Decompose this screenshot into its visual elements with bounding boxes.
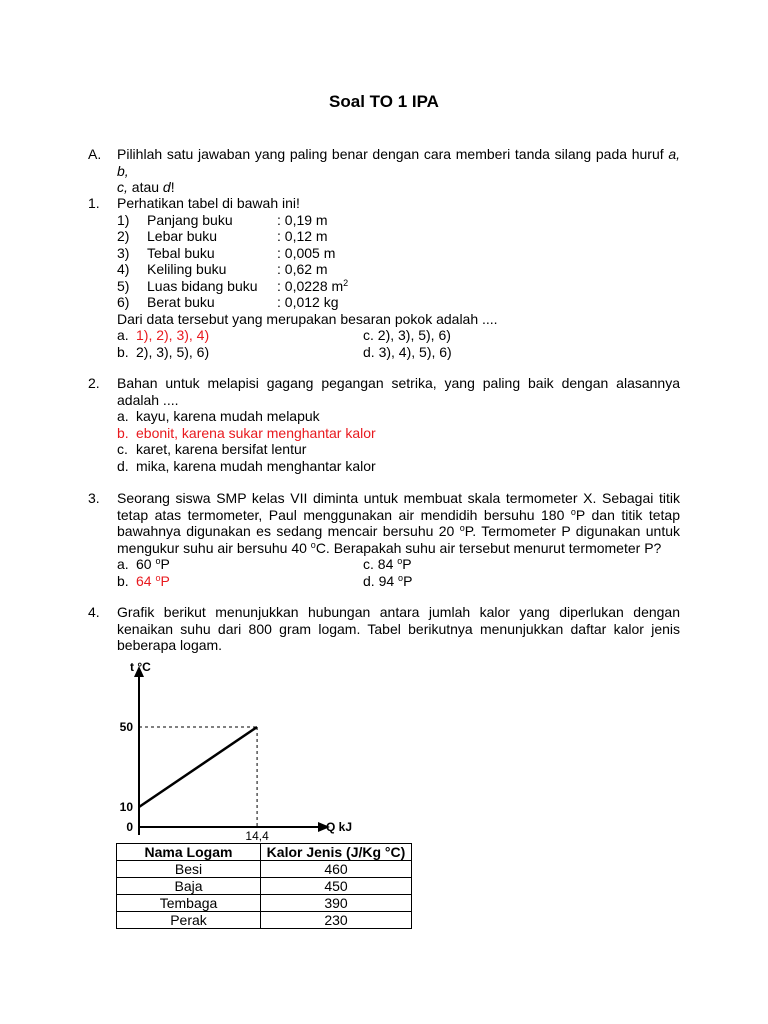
- page-title: Soal TO 1 IPA: [329, 92, 439, 111]
- option-b[interactable]: b. 2), 3), 5), 6): [117, 343, 210, 360]
- y-axis-label: t °C: [130, 660, 151, 674]
- metal-specific-heat-table: [116, 843, 412, 929]
- option-c[interactable]: c. 84 $^o$P: [363, 556, 412, 572]
- question-text: Perhatikan tabel di bawah ini!: [117, 195, 300, 211]
- y-tick-label: 50: [119, 720, 133, 734]
- list-item: 4) Keliling buku : 0,62 m: [117, 261, 328, 277]
- list-item: 2) Lebar buku : 0,12 m: [117, 228, 328, 244]
- question-number: 2.: [88, 375, 100, 391]
- option-a[interactable]: a. kayu, karena mudah melapuk: [117, 408, 320, 424]
- option-b[interactable]: b. ebonit, karena sukar menghantar kalor: [117, 424, 376, 441]
- x-axis-label: Q kJ: [326, 820, 353, 834]
- table-header-row: [117, 844, 412, 861]
- option-a[interactable]: a. 60 $^o$P: [117, 556, 170, 572]
- table-row: Baja 450: [117, 878, 412, 895]
- question-number: 4.: [88, 604, 100, 620]
- list-item: 3) Tebal buku : 0,005 m: [117, 244, 336, 261]
- option-d[interactable]: d. mika, karena mudah menghantar kalor: [117, 457, 376, 474]
- table-row: Besi 460: [117, 861, 412, 878]
- column-header: Kalor Jenis (J/Kg °C): [261, 844, 412, 861]
- section-label: A.: [88, 146, 102, 162]
- x-tick-label: 14,4: [245, 829, 269, 843]
- list-item: 6) Berat buku : 0,012 kg: [117, 294, 339, 310]
- question-prompt: Dari data tersebut yang merupakan besaran pokok adalah ....: [117, 310, 498, 327]
- option-b[interactable]: b. 64 $^o$P: [117, 572, 170, 589]
- list-item: 1) Panjang buku : 0,19 m: [117, 211, 328, 228]
- option-d[interactable]: d. 3), 4), 5), 6): [363, 343, 452, 360]
- option-c[interactable]: c. karet, karena bersifat lentur: [117, 441, 307, 457]
- temperature-heat-graph: [110, 655, 370, 845]
- section-a-instruction: Pilihlah satu jawaban yang paling benar dengan cara memberi tanda silang pada huruf a, b, c, atau d!: [117, 146, 680, 195]
- data-line: [139, 727, 257, 807]
- question-number: 1.: [88, 195, 100, 211]
- y-tick-label: 0: [126, 820, 133, 834]
- column-header: Nama Logam: [117, 844, 261, 861]
- question-text: Bahan untuk melapisi gagang pegangan setrika, yang paling baik dengan alasannya adalah ....: [117, 375, 680, 408]
- question-number: 3.: [88, 490, 100, 506]
- table-row: Perak 230: [117, 912, 412, 929]
- option-a[interactable]: a. 1), 2), 3), 4): [117, 327, 210, 343]
- question-text: Seorang siswa SMP kelas VII diminta untuk membuat skala termometer X. Sebagai titik tetap atas termometer, Paul menggunakan air mendidih bersuhu 180 $^o$P dan titik tetap bawahnya digunakan es sedang mencair bersuhu 20 $^o$P. Termometer P digunakan untuk mengukur suhu air bersuhu 40 $^o$C. Berapakah suhu air tersebut menurut termometer P?: [117, 490, 681, 556]
- list-item: 5) Luas bidang buku : 0,0228 $m^2$: [117, 277, 349, 294]
- option-c[interactable]: c. 2), 3), 5), 6): [363, 327, 451, 343]
- question-text: Grafik berikut menunjukkan hubungan antara jumlah kalor yang diperlukan dengan kenaikan suhu dari 800 gram logam. Tabel berikutnya menunjukkan daftar kalor jenis beberapa logam.: [117, 604, 680, 653]
- option-d[interactable]: d. 94 $^o$P: [363, 572, 413, 589]
- table-row: Tembaga 390: [117, 895, 412, 912]
- y-tick-label: 10: [119, 800, 133, 814]
